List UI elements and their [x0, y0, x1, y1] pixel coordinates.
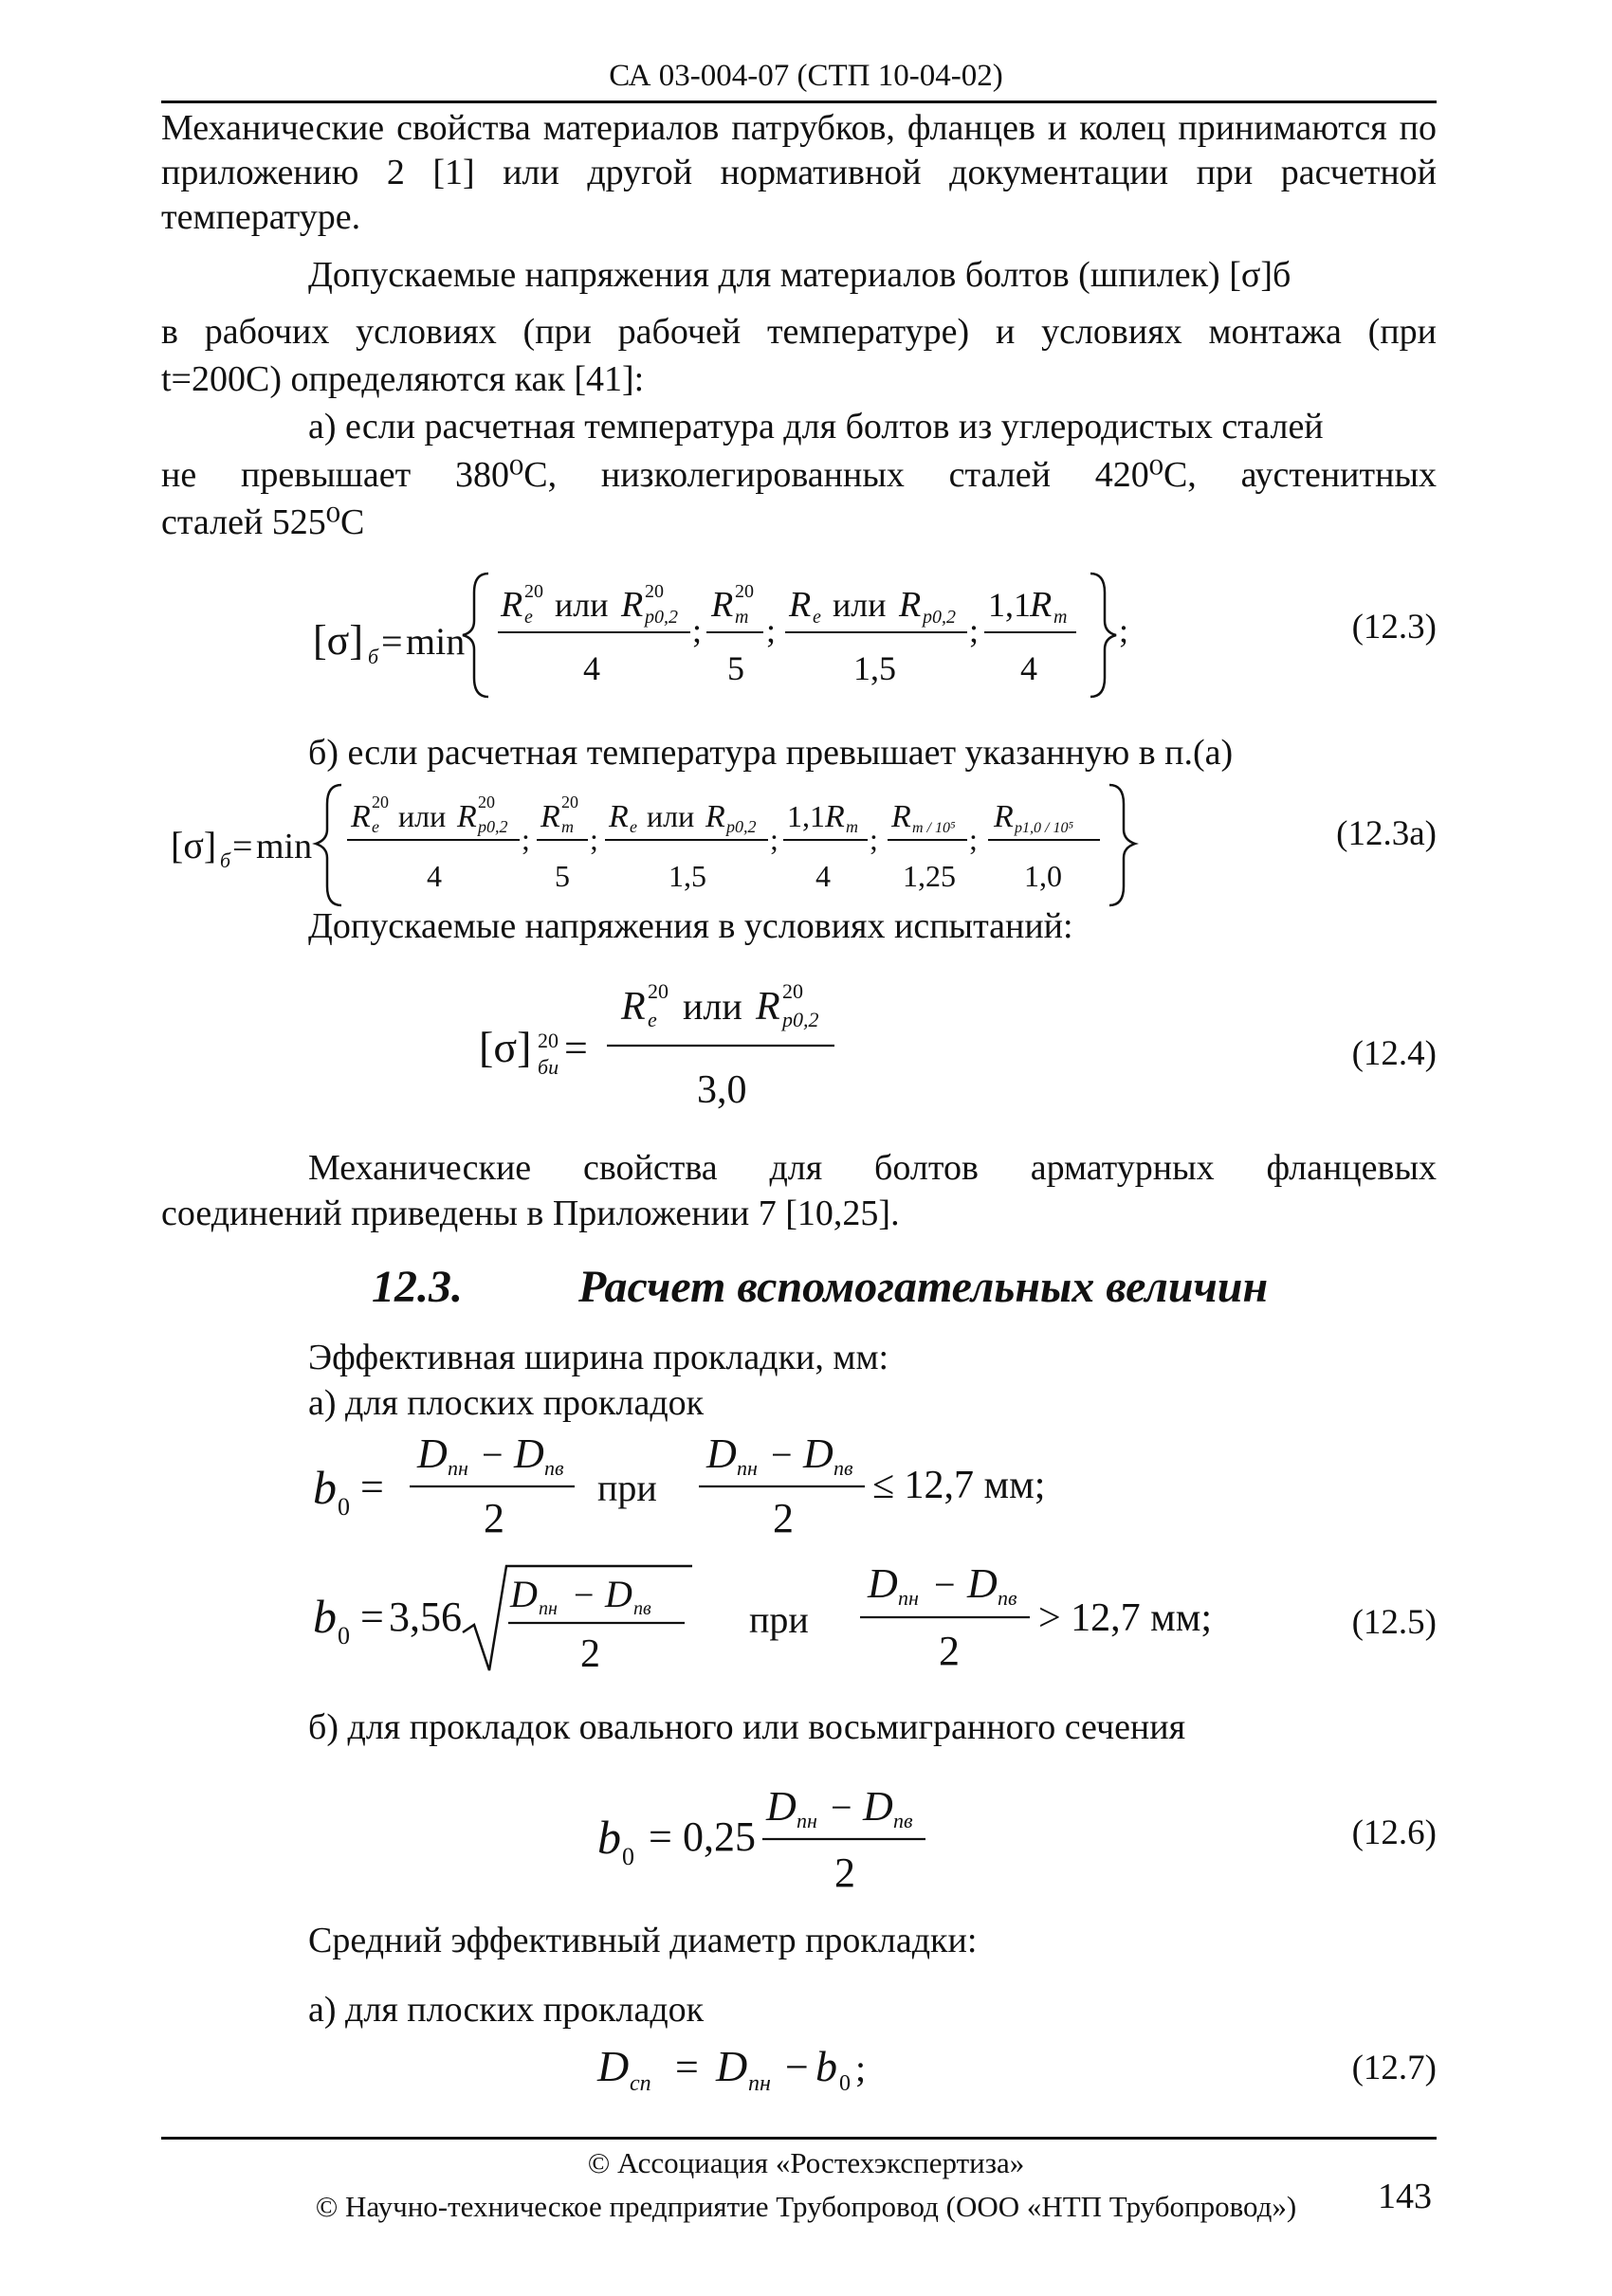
svg-text:R: R — [609, 799, 629, 834]
svg-text:20: 20 — [538, 1029, 559, 1052]
svg-text:0: 0 — [338, 1493, 350, 1521]
paragraph-allowable-stress-l2: в рабочих условиях (при рабочей температуре) и условиях монтажа (при — [161, 312, 1437, 352]
svg-text:;: ; — [692, 611, 703, 649]
svg-text:2: 2 — [834, 1850, 855, 1896]
svg-text:D: D — [766, 1783, 797, 1830]
svg-text:;: ; — [870, 822, 878, 856]
formula-12-3 — [284, 564, 1252, 706]
svg-text:1,0: 1,0 — [1024, 859, 1062, 893]
svg-text:b: b — [815, 2042, 837, 2090]
svg-text:;: ; — [969, 611, 980, 649]
svg-text:D: D — [863, 1783, 893, 1830]
svg-text:20: 20 — [648, 979, 669, 1003]
paragraph-mech-props: Механические свойства материалов патрубков, фланцев и колец принимаются по приложению 2 [1] или другой нормативной документации при расчетной температуре. — [161, 108, 1437, 237]
svg-text:R: R — [891, 799, 911, 834]
svg-text:2: 2 — [939, 1628, 960, 1674]
flat-gaskets-label-2: а) для плоских прокладок — [308, 1990, 705, 2030]
svg-text:при: при — [597, 1467, 657, 1509]
svg-text:p0,2: p0,2 — [645, 607, 678, 628]
mean-diameter-label: Средний эффективный диаметр прокладки: — [308, 1921, 978, 1960]
page-number: 143 — [1378, 2177, 1432, 2216]
svg-text:D: D — [417, 1430, 448, 1477]
svg-text:R: R — [705, 799, 725, 834]
svg-text:=: = — [381, 620, 403, 663]
svg-text:[σ]: [σ] — [313, 617, 364, 664]
svg-text:−: − — [934, 1563, 956, 1606]
formula-12-6 — [588, 1773, 986, 1896]
svg-text:или: или — [398, 799, 447, 833]
svg-text:R: R — [621, 985, 646, 1029]
svg-text:;: ; — [522, 822, 530, 856]
svg-text:4: 4 — [583, 649, 600, 687]
svg-text:−: − — [831, 1786, 852, 1829]
svg-text:−: − — [771, 1433, 793, 1476]
svg-text:пн: пн — [448, 1456, 468, 1480]
svg-text:би: би — [538, 1055, 559, 1079]
svg-text:m: m — [1053, 607, 1068, 628]
svg-text:20: 20 — [735, 581, 754, 602]
svg-text:пн: пн — [797, 1809, 817, 1832]
svg-text:или: или — [555, 586, 609, 624]
svg-text:=: = — [649, 1813, 672, 1860]
svg-text:=: = — [675, 2044, 699, 2090]
svg-text:3,56: 3,56 — [389, 1594, 462, 1640]
svg-text:20: 20 — [524, 581, 543, 602]
svg-text:R: R — [825, 799, 845, 834]
item-a-line2: не превышает 380⁰С, низколегированных сталей 420⁰С, аустенитных — [161, 455, 1437, 495]
section-title: Расчет вспомогательных величин — [578, 1262, 1269, 1312]
svg-text:пв: пв — [833, 1456, 853, 1480]
svg-text:или: или — [647, 799, 695, 833]
svg-text:;: ; — [770, 822, 779, 856]
svg-text:e: e — [648, 1008, 657, 1031]
svg-text:R: R — [457, 799, 477, 834]
svg-text:R: R — [501, 585, 523, 625]
svg-text:1,5: 1,5 — [669, 859, 706, 893]
svg-text:пв: пв — [998, 1586, 1017, 1610]
svg-text:R: R — [756, 985, 780, 1029]
svg-text:D: D — [868, 1560, 898, 1607]
svg-text:e: e — [372, 817, 379, 836]
svg-text:R: R — [789, 585, 812, 625]
oval-gaskets-label: б) для прокладок овального или восьмигранного сечения — [308, 1707, 1186, 1747]
svg-text:=: = — [360, 1464, 384, 1510]
svg-text:D: D — [597, 2042, 630, 2090]
paragraph-bolt-props-l1: Механические свойства для болтов арматурных фланцевых — [308, 1148, 1437, 1188]
svg-text:R: R — [711, 585, 734, 625]
svg-text:D: D — [706, 1430, 737, 1477]
page-header: СА 03-004-07 (СТП 10-04-02) — [609, 59, 1003, 93]
equation-number-12-3a: (12.3а) — [1336, 814, 1437, 853]
svg-text:пв: пв — [544, 1456, 564, 1480]
svg-text:e: e — [813, 607, 821, 628]
svg-text:=: = — [564, 1025, 588, 1071]
flat-gaskets-label: а) для плоских прокладок — [308, 1383, 705, 1423]
footer-rule — [161, 2137, 1437, 2140]
item-a-line3: сталей 525⁰С — [161, 502, 365, 542]
svg-text:;: ; — [969, 822, 978, 856]
svg-text:b: b — [313, 1461, 337, 1514]
svg-text:−: − — [482, 1433, 504, 1476]
svg-text:≤ 12,7 мм;: ≤ 12,7 мм; — [872, 1464, 1046, 1507]
svg-text:e: e — [630, 817, 637, 836]
equation-number-12-3: (12.3) — [1351, 608, 1437, 647]
svg-text:p0,2: p0,2 — [726, 817, 757, 836]
svg-text:пв: пв — [633, 1598, 651, 1619]
svg-text:0,25: 0,25 — [683, 1813, 756, 1860]
svg-text:−: − — [574, 1576, 595, 1615]
svg-text:20: 20 — [478, 793, 495, 811]
formula-12-3a — [161, 777, 1299, 920]
svg-text:4: 4 — [815, 859, 831, 893]
svg-text:b: b — [313, 1590, 337, 1643]
svg-text:D: D — [716, 2042, 748, 2090]
svg-text:p0,2: p0,2 — [782, 1008, 819, 1031]
equation-number-12-7: (12.7) — [1351, 2049, 1437, 2087]
item-a-line1: а) если расчетная температура для болтов из углеродистых сталей — [308, 407, 1324, 446]
test-conditions-title: Допускаемые напряжения в условиях испытаний: — [308, 906, 1073, 946]
svg-text:D: D — [803, 1430, 833, 1477]
svg-text:R: R — [994, 799, 1014, 834]
svg-text:=: = — [360, 1594, 384, 1640]
svg-text:e: e — [524, 607, 533, 628]
formula-12-4 — [469, 962, 915, 1123]
svg-text:5: 5 — [555, 859, 570, 893]
formula-12-7 — [588, 2029, 967, 2105]
svg-text:R: R — [621, 585, 644, 625]
svg-text:m: m — [561, 817, 574, 836]
svg-text:3,0: 3,0 — [697, 1068, 747, 1112]
svg-text:D: D — [967, 1560, 998, 1607]
svg-text:m: m — [846, 817, 858, 836]
svg-text:;: ; — [766, 611, 777, 649]
svg-text:5: 5 — [727, 649, 744, 687]
svg-text:или: или — [683, 985, 742, 1028]
svg-text:b: b — [597, 1811, 621, 1864]
svg-text:при: при — [749, 1598, 809, 1641]
svg-text:4: 4 — [1020, 649, 1037, 687]
svg-text:0: 0 — [622, 1843, 634, 1870]
footer-association: © Ассоциация «Ростехэкспертиза» — [587, 2146, 1025, 2179]
formula-12-5-line2 — [303, 1555, 1271, 1678]
svg-text:R: R — [899, 585, 922, 625]
svg-text:1,5: 1,5 — [853, 649, 896, 687]
svg-text:20: 20 — [645, 581, 664, 602]
paragraph-bolt-props-l2: соединений приведены в Приложении 7 [10,25]. — [161, 1194, 900, 1233]
svg-text:[σ]: [σ] — [171, 824, 217, 866]
svg-text:20: 20 — [782, 979, 803, 1003]
section-number: 12.3. — [372, 1262, 463, 1312]
svg-text:б: б — [220, 848, 231, 872]
svg-text:пн: пн — [737, 1456, 758, 1480]
svg-text:2: 2 — [484, 1495, 504, 1541]
svg-text:[σ]: [σ] — [479, 1023, 532, 1071]
svg-text:−: − — [785, 2044, 809, 2090]
svg-text:m / 10⁵: m / 10⁵ — [912, 820, 956, 836]
header-rule — [161, 100, 1437, 103]
svg-text:;: ; — [1119, 611, 1129, 649]
svg-text:min: min — [256, 827, 313, 866]
svg-text:20: 20 — [372, 793, 389, 811]
svg-text:D: D — [514, 1430, 544, 1477]
svg-text:1,1: 1,1 — [787, 799, 825, 833]
svg-text:> 12,7 мм;: > 12,7 мм; — [1038, 1596, 1213, 1640]
svg-text:пн: пн — [748, 2071, 771, 2096]
footer-enterprise: © Научно-техническое предприятие Трубопровод (ООО «НТП Трубопровод») — [315, 2190, 1297, 2223]
svg-text:б: б — [368, 645, 379, 668]
svg-text:D: D — [605, 1573, 632, 1615]
svg-text:p1,0 / 10⁵: p1,0 / 10⁵ — [1015, 820, 1074, 836]
svg-text:пн: пн — [539, 1598, 558, 1619]
paragraph-allowable-stress-l3: t=200С) определяются как [41]: — [161, 359, 645, 399]
svg-text:;: ; — [590, 822, 598, 856]
svg-text:m: m — [735, 607, 749, 628]
svg-text:p0,2: p0,2 — [923, 607, 956, 628]
item-b: б) если расчетная температура превышает указанную в п.(а) — [308, 733, 1234, 773]
formula-12-5-line1 — [303, 1430, 1157, 1543]
svg-text:4: 4 — [427, 859, 442, 893]
svg-text:R: R — [351, 799, 371, 834]
svg-text:;: ; — [855, 2047, 867, 2089]
svg-text:1,25: 1,25 — [903, 859, 956, 893]
svg-text:R: R — [1030, 585, 1053, 625]
svg-text:2: 2 — [580, 1632, 600, 1676]
svg-text:или: или — [833, 586, 887, 624]
equation-number-12-4: (12.4) — [1351, 1034, 1437, 1073]
svg-text:2: 2 — [773, 1495, 794, 1541]
svg-text:пв: пв — [893, 1809, 913, 1832]
svg-text:min: min — [406, 620, 466, 663]
effective-width-label: Эффективная ширина прокладки, мм: — [308, 1338, 889, 1377]
paragraph-allowable-stress-l1: Допускаемые напряжения для материалов болтов (шпилек) [σ]б — [308, 255, 1291, 295]
svg-text:1,1: 1,1 — [988, 586, 1031, 624]
svg-text:p0,2: p0,2 — [478, 817, 508, 836]
svg-text:0: 0 — [338, 1622, 350, 1649]
svg-text:0: 0 — [839, 2071, 851, 2096]
svg-text:сп: сп — [630, 2071, 651, 2096]
svg-text:20: 20 — [561, 793, 578, 811]
equation-number-12-6: (12.6) — [1351, 1813, 1437, 1852]
svg-text:R: R — [540, 799, 560, 834]
equation-number-12-5: (12.5) — [1351, 1603, 1437, 1642]
svg-text:D: D — [510, 1573, 538, 1615]
svg-text:=: = — [232, 827, 253, 866]
svg-text:пн: пн — [898, 1586, 919, 1610]
